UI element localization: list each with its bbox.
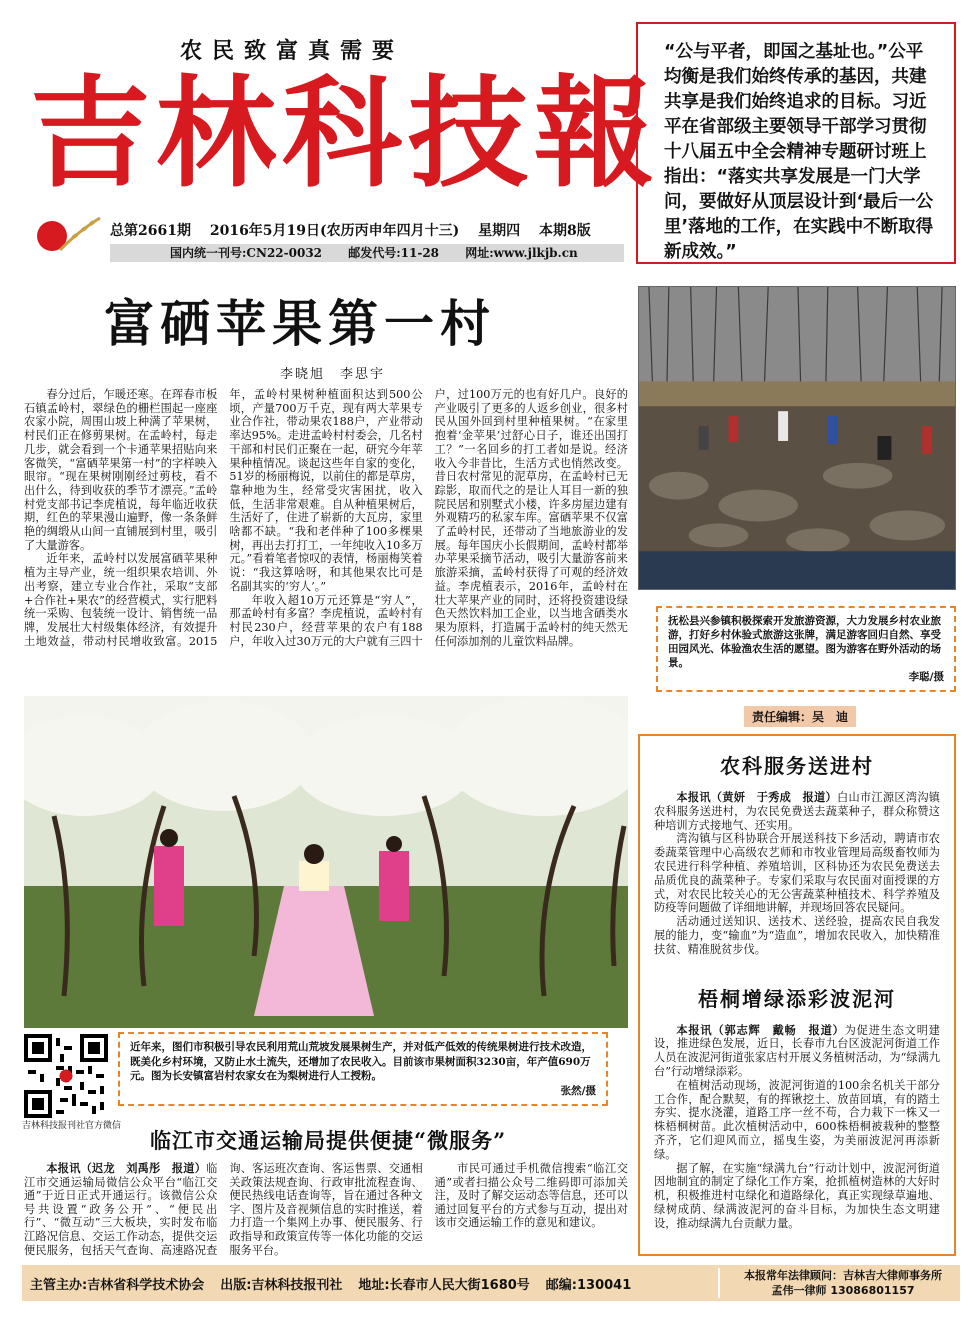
qr-code-icon[interactable]	[24, 1034, 108, 1118]
issue-weekday: 星期四	[478, 223, 521, 239]
footer-publisher: 出版:吉林科技报刊社	[220, 1277, 343, 1293]
caption-text: 抚松县兴参镇积极探索开发旅游资源，大力发展乡村农业旅游，打好乡村休验式旅游这张牌，满足游客回归自然、享受田园风光、体验渔农生活的愿望。图为游客在野外活动的场景。	[668, 615, 941, 669]
issue-date: 2016年5月19日(农历丙申年四月十三)	[209, 223, 460, 239]
article3-title: 农科服务送进村	[720, 754, 874, 778]
website: 网址:www.jlkjb.cn	[465, 246, 578, 260]
article2-title: 临江市交通运输局提供便捷“微服务”	[150, 1128, 507, 1153]
article3-body	[654, 791, 940, 957]
legal-lawyer: 孟伟一律师 13086801157	[771, 1284, 915, 1297]
paragraph	[654, 1024, 940, 1079]
registration-bar	[110, 244, 624, 262]
photo-credit: 张然/摄	[560, 1084, 596, 1097]
cn-number: 国内统一刊号:CN22-0032	[170, 246, 323, 260]
masthead-slogan: 农民致富真需要	[180, 39, 405, 64]
paragraph: 市民可通过手机微信搜索“临江交通”或者扫描公众号二维码即可添加关注，及时了解交运动态等信息，还可以通过回复平台的方式参与互动，提出对该市交通运输工作的意见和建议。	[434, 1162, 628, 1230]
paragraph: 湾沟镇与区科协联合开展送科技下乡活动，聘请市农委蔬菜管理中心高级农艺师和市牧业管理局高级畜牧师为农民进行科学种植、养殖培训，区科协还为农民免费送去品质优良的蔬菜种子。专家们采取与农民面对面授课的方式，对农民比较关心的无公害蔬菜种植技术、科学养殖及防疫等问题做了详细地讲解，并现场回答农民疑问。	[654, 832, 940, 915]
issue-number: 总第2661期	[110, 223, 191, 239]
footer-bar	[22, 1265, 960, 1301]
paragraph: 在植树活动现场，波泥河街道的100余名机关干部分工合作，配合默契，有的挥锹挖土、放苗回填，有的踏土夯实、提水浇灌，道路工序一丝不苟，合力栽下一株又一株梧桐树苗。此次植树活动中，600株梧桐被栽种的整整齐齐，它们迎风而立，摇曳生姿，为美丽波泥河再添新绿。	[654, 1078, 940, 1161]
paragraph: 近年来，孟岭村以发展富硒苹果种植为主导产业，统一组织果农培训、外出考察，建立专业合作社，采取“支部+合作社+果农”的经营模式，实行肥料统一采购、包装统一设计、销售统一品牌，发展壮大村级集体经济，有效提升土地效益，带动村民增收致富。2015年，孟岭村果树种植面积达到500公顷，产量700万千克，现有两大苹果专业合作社，带动果农188户，产业带动率达95%。走进孟岭村村委会，几名村干部和村民们正聚在一起，研究今年苹果种植情况。谈起这些年自家的变化，51岁的杨丽梅说，以前住的都是草房，靠种地为生，经常受灾害困扰，收入低，生活非常艰难。自从种植果树后，生活好了，住进了崭新的大瓦房，家里啥都不缺。“我和老伴种了100多棵果树，再出去打打工，一年纯收入10多万元。”看着笔者惊叹的表情，杨丽梅笑着说：“我这算啥呀，和其他果农比可是名副其实的‘穷人’。”	[24, 388, 423, 648]
issue-info	[110, 220, 605, 240]
main-byline: 李晓旭 李思宇	[280, 367, 386, 382]
article-lead: 本报讯（郭志辉 戴畅 报道）	[676, 1022, 845, 1037]
quote-box: “公与平者，即国之基址也。”公平均衡是我们始终传承的基因，共建共享是我们始终追求的目标。习近平在省部级主要领导干部学习贯彻十八届五中全会精神专题研讨班上指出：“落实共享发展是一门大学问，要做好从顶层设计到‘最后一公里’落地的工作，在实践中不断取得新成效。”	[636, 22, 956, 264]
right-news-box	[638, 734, 956, 1256]
paragraph: 据了解，在实施“绿满九台”行动计划中，波泥河街道因地制宜的制定了绿化工作方案，抢抓植树造林的大好时机，积极推进村屯绿化和道路绿化，真正实现绿草遍地、绿树成荫、绿满波泥河的奋斗目标，为加快生态文明建设，推动绿满九台贡献力量。	[654, 1161, 940, 1230]
article-lead: 本报讯（迟龙 刘禹彤 报道）	[46, 1162, 207, 1175]
paragraph	[24, 1162, 423, 1257]
main-headline: 富硒苹果第一村	[104, 295, 496, 353]
article2-body	[24, 1162, 628, 1258]
paragraph: 活动通过送知识、送技术、送经验，提高农民自我发展的能力，变“输血”为“造血”，增加农民收入，加快精准扶贫、精准脱贫步伐。	[654, 915, 940, 956]
paragraph: 年收入超10万元还算是“穷人”，那孟岭村有多富？李虎植说，孟岭村有村民230户，经营苹果的农户有188户，年收入过30万元的大户就有三四十户，过100万元的也有好几户。良好的产业吸引了更多的人返乡创业，很多村民从国外回到村里种植果树。“在家里抱着‘金苹果’过舒心日子，谁还出国打工？”一名回乡的打工者如是说。经济收入今非昔比，生活方式也悄然改变。昔日农村常见的泥草房，在孟岭村已无踪影，取而代之的是让人耳目一新的独院民居和别墅式小楼，许多房屋边建有外观精巧的私家车库。富硒苹果不仅富了孟岭村民，还带动了当地旅游业的发展。每年国庆小长假期间，孟岭村都举办苹果采摘节活动，吸引大量游客前来旅游采摘，孟岭村获得了可观的经济效益。李虎植表示，2016年，孟岭村在壮大苹果产业的同时，还将投资建设绿色天然饮料加工企业，以当地含硒类水果为原料，打造属于孟岭村的纯天然无任何添加剂的儿童饮料品牌。	[229, 388, 628, 648]
pear-orchard-photo	[24, 696, 628, 1028]
legal-advisor: 本报常年法律顾问：吉林吉大律师事务所	[744, 1269, 942, 1282]
main-article-body	[24, 388, 628, 684]
paragraph: 春分过后，乍暖还寒。在珲春市板石镇孟岭村，翠绿色的栅栏围起一座座农家小院，周围山坡上种满了苹果树，村民们正在修剪果树。在孟岭村，每走几步，就会看到一个卡通苹果招贴向来客微笑，“富硒苹果第一村”的字样映入眼帘。“现在果树刚刚经过剪枝，看不出什么，待到收获的季节才漂亮。”孟岭村党支部书记李虎植说，每年临近收获期，红色的苹果漫山遍野，像一条条鲜艳的绸缎从山间一直铺展到村里，吸引了大量游客。	[24, 388, 218, 552]
postal-code: 邮发代号:11-28	[348, 246, 440, 260]
paragraph-text: 临江市交通运输局微信公众平台“临江交通”于近日正式开通运行。该微信公众号共设置“政务公开”、“便民出行”、“微互动”三大板块，实时发布临江路况信息、交运工作动态，提供交运便民服务，包括天气查询、高速路况查询、客运班次查询、客运售票、交通相关政策法规查询、行政审批流程查询、便民热线电话查询等，旨在通过各种文字、图片及音视频信息的实时推送，着力打造一个集网上办事、便民服务、行政指导和政策宣传等一体化功能的交运服务平台。	[24, 1162, 423, 1257]
footer-address: 地址:长春市人民大街1680号	[358, 1277, 530, 1293]
article4-title: 梧桐增绿添彩波泥河	[698, 986, 896, 1011]
footer-postcode: 邮编:130041	[545, 1277, 632, 1293]
paragraph-text: 白山市江源区湾沟镇农科服务送进村，为农民免费送去蔬菜种子，群众称赞这种培训方式接地气、还实用。	[654, 791, 940, 832]
caption-text: 近年来，图们市积极引导农民利用荒山荒坡发展果树生产，并对低产低效的传统果树进行技术改造，既美化乡村环境，又防止水土流失，还增加了农民收入。目前该市果树面积3230亩，年产值690万元。图为长安镇富岩村农家女在为梨树进行人工授粉。	[130, 1041, 592, 1082]
wheat-logo-icon	[30, 210, 105, 260]
paragraph-text: 为促进生态文明建设，推进绿色发展，近日，长春市九台区波泥河街道工作人员在波泥河街道张家店村开展义务植树活动，为“绿满九台”行动增绿添彩。	[654, 1023, 940, 1078]
paragraph	[654, 791, 940, 832]
tourism-photo	[638, 286, 956, 590]
article-lead: 本报讯（黄妍 于秀成 报道）	[676, 790, 838, 804]
article4-body	[654, 1024, 940, 1231]
tourism-photo-caption	[656, 606, 956, 692]
masthead-title: 吉林科技報	[30, 65, 660, 204]
qr-code-label: 吉林科技报刊社官方微信	[22, 1121, 122, 1131]
orchard-photo-caption	[118, 1032, 608, 1106]
issue-pages: 本期8版	[539, 223, 591, 239]
responsible-editor: 责任编辑：吴 迪	[744, 706, 856, 727]
footer-legal	[718, 1268, 960, 1298]
footer-sponsor: 主管主办:吉林省科学技术协会	[30, 1277, 205, 1293]
photo-credit: 李聪/摄	[908, 671, 944, 683]
